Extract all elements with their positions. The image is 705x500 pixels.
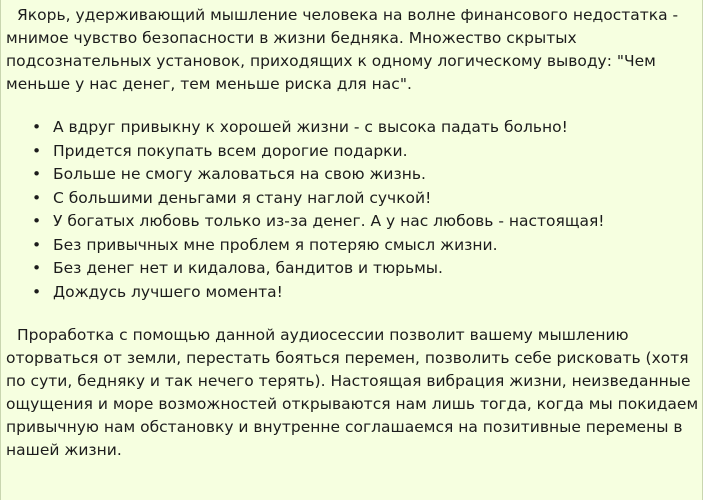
list-item-text: С большими деньгами я стану наглой сучкой! (53, 188, 432, 207)
list-item (6, 281, 699, 305)
list-item-text: А вдруг привыкну к хорошей жизни - с высока падать больно! (53, 118, 568, 136)
list-item-text: Без привычных мне проблем я потеряю смысл жизни. (53, 235, 498, 254)
list-item (6, 187, 699, 211)
bullet-icon: • (32, 282, 42, 301)
list-item-text: Больше не смогу жаловаться на свою жизнь. (53, 165, 426, 183)
bullet-icon: • (32, 235, 42, 254)
list-item-text: Придется покупать всем дорогие подарки. (53, 141, 408, 160)
list-item-text: Дождусь лучшего момента! (53, 282, 283, 301)
beliefs-list (6, 116, 699, 304)
article-content (1, 0, 699, 462)
bullet-icon: • (32, 259, 42, 277)
list-item (6, 234, 699, 258)
intro-paragraph: Якорь, удерживающий мышление человека на волне финансового недостатка - мнимое чувство безопасности в жизни бедняка. Множество скрытых подсознательных установок, приходящих к одному логическому выводу: "Чем меньше у нас денег, тем меньше риска для нас". (6, 6, 679, 93)
bullet-icon: • (32, 165, 42, 183)
bullet-icon: • (32, 212, 42, 230)
list-item-text: У богатых любовь только из-за денег. А у нас любовь - настоящая! (53, 212, 605, 230)
list-item (6, 116, 699, 140)
list-item-text: Без денег нет и кидалова, бандитов и тюрьмы. (53, 259, 443, 277)
list-item (6, 210, 699, 234)
list-item (6, 140, 699, 164)
list-item (6, 257, 699, 281)
bullet-icon: • (32, 188, 42, 207)
conclusion-paragraph: Проработка с помощью данной аудиосессии позволит вашему мышлению оторваться от земли, перестать бояться перемен, позволить себе рисковать (хотя по сути, бедняку и так нечего терять). Настоящая вибрация жизни, неизведанные ощущения и море возможностей открываются нам лишь тогда, когда мы покидаем привычную нам обстановку и внутренне соглашаемся на позитивные перемены в нашей жизни. (6, 326, 699, 459)
bullet-icon: • (32, 141, 42, 160)
bullet-icon: • (32, 118, 42, 136)
list-item (6, 163, 699, 187)
